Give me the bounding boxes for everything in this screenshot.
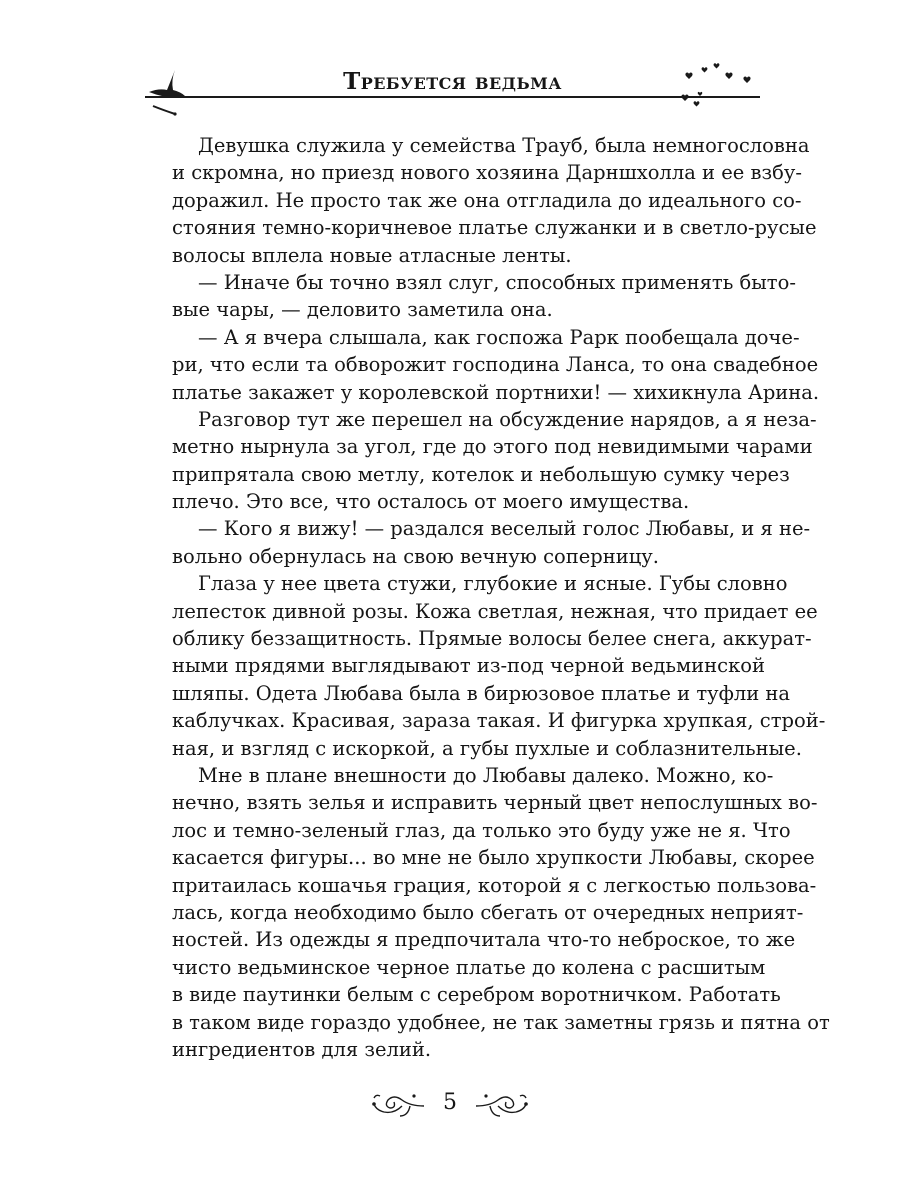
header-rule: [145, 96, 760, 98]
text-line: лепесток дивной розы. Кожа светлая, нежная, что придает ее: [172, 599, 818, 623]
text-line: каблучках. Красивая, зараза такая. И фигурка хрупкая, строй-: [172, 709, 826, 733]
text-line: в виде паутинки белым с серебром воротничком. Работать: [172, 983, 781, 1007]
text-line: Мне в плане внешности до Любавы далеко. Можно, ко-: [198, 763, 774, 787]
text-line: облику беззащитность. Прямые волосы белее снега, аккурат-: [172, 627, 812, 651]
text-line: в таком виде гораздо удобнее, не так заметны грязь и пятна от: [172, 1010, 830, 1034]
running-title: Требуется ведьма: [343, 68, 562, 95]
text-line: — Кого я вижу! — раздался веселый голос Любавы, и я не-: [198, 517, 811, 541]
hearts-icon: [680, 58, 760, 114]
text-line: чисто ведьминское черное платье до колена с расшитым: [172, 955, 766, 979]
text-line: шляпы. Одета Любава была в бирюзовое платье и туфли на: [172, 681, 791, 705]
text-line: ными прядями выглядывают из-под черной ведьминской: [172, 654, 765, 678]
text-line: притаилась кошачья грация, которой я с легкостью пользова-: [172, 873, 817, 897]
text-line: вые чары, — деловито заметила она.: [172, 298, 553, 322]
text-line: и скромна, но приезд нового хозяина Дарншхолла и ее взбу-: [172, 161, 802, 185]
flourish-ornament-icon: [474, 1088, 530, 1120]
running-header: [145, 58, 760, 118]
text-line: нечно, взять зелья и исправить черный цвет непослушных во-: [172, 791, 818, 815]
text-line: ри, что если та обворожит господина Ланса, то она свадебное: [172, 353, 819, 377]
page-number: 5: [443, 1090, 457, 1115]
text-line: ностей. Из одежды я предпочитала что-то неброское, то же: [172, 928, 796, 952]
text-line: припрятала свою метлу, котелок и небольшую сумку через: [172, 462, 790, 486]
text-line: ингредиентов для зелий.: [172, 1037, 432, 1061]
text-line: ная, и взгляд с искоркой, а губы пухлые и соблазнительные.: [172, 736, 802, 760]
text-line: волосы вплела новые атласные ленты.: [172, 243, 572, 267]
text-line: Глаза у нее цвета стужи, глубокие и ясные. Губы словно: [198, 572, 788, 596]
page-footer: [370, 1082, 530, 1126]
text-line: Девушка служила у семейства Трауб, была немногословна: [198, 134, 810, 157]
text-line: платье закажет у королевской портнихи! — хихикнула Арина.: [172, 380, 820, 404]
text-line: лос и темно-зеленый глаз, да только это буду уже не я. Что: [172, 818, 791, 842]
text-line: вольно обернулась на свою вечную соперницу.: [172, 544, 659, 568]
text-line: плечо. Это все, что осталось от моего имущества.: [172, 490, 690, 514]
text-line: — А я вчера слышала, как госпожа Рарк пообещала доче-: [198, 325, 800, 349]
text-line: стояния темно-коричневое платье служанки и в светло-русые: [172, 216, 817, 240]
body-text: [172, 132, 830, 1063]
text-line: метно нырнула за угол, где до этого под невидимыми чарами: [172, 435, 813, 459]
text-line: касается фигуры... во мне не было хрупкости Любавы, скорее: [172, 846, 815, 870]
text-line: лась, когда необходимо было сбегать от очередных неприят-: [172, 900, 804, 924]
text-line: Разговор тут же перешел на обсуждение нарядов, а я неза-: [198, 407, 817, 431]
text-line: — Иначе бы точно взял слуг, способных применять быто-: [198, 270, 796, 294]
text-line: доражил. Не просто так же она отгладила до идеального со-: [172, 188, 802, 212]
